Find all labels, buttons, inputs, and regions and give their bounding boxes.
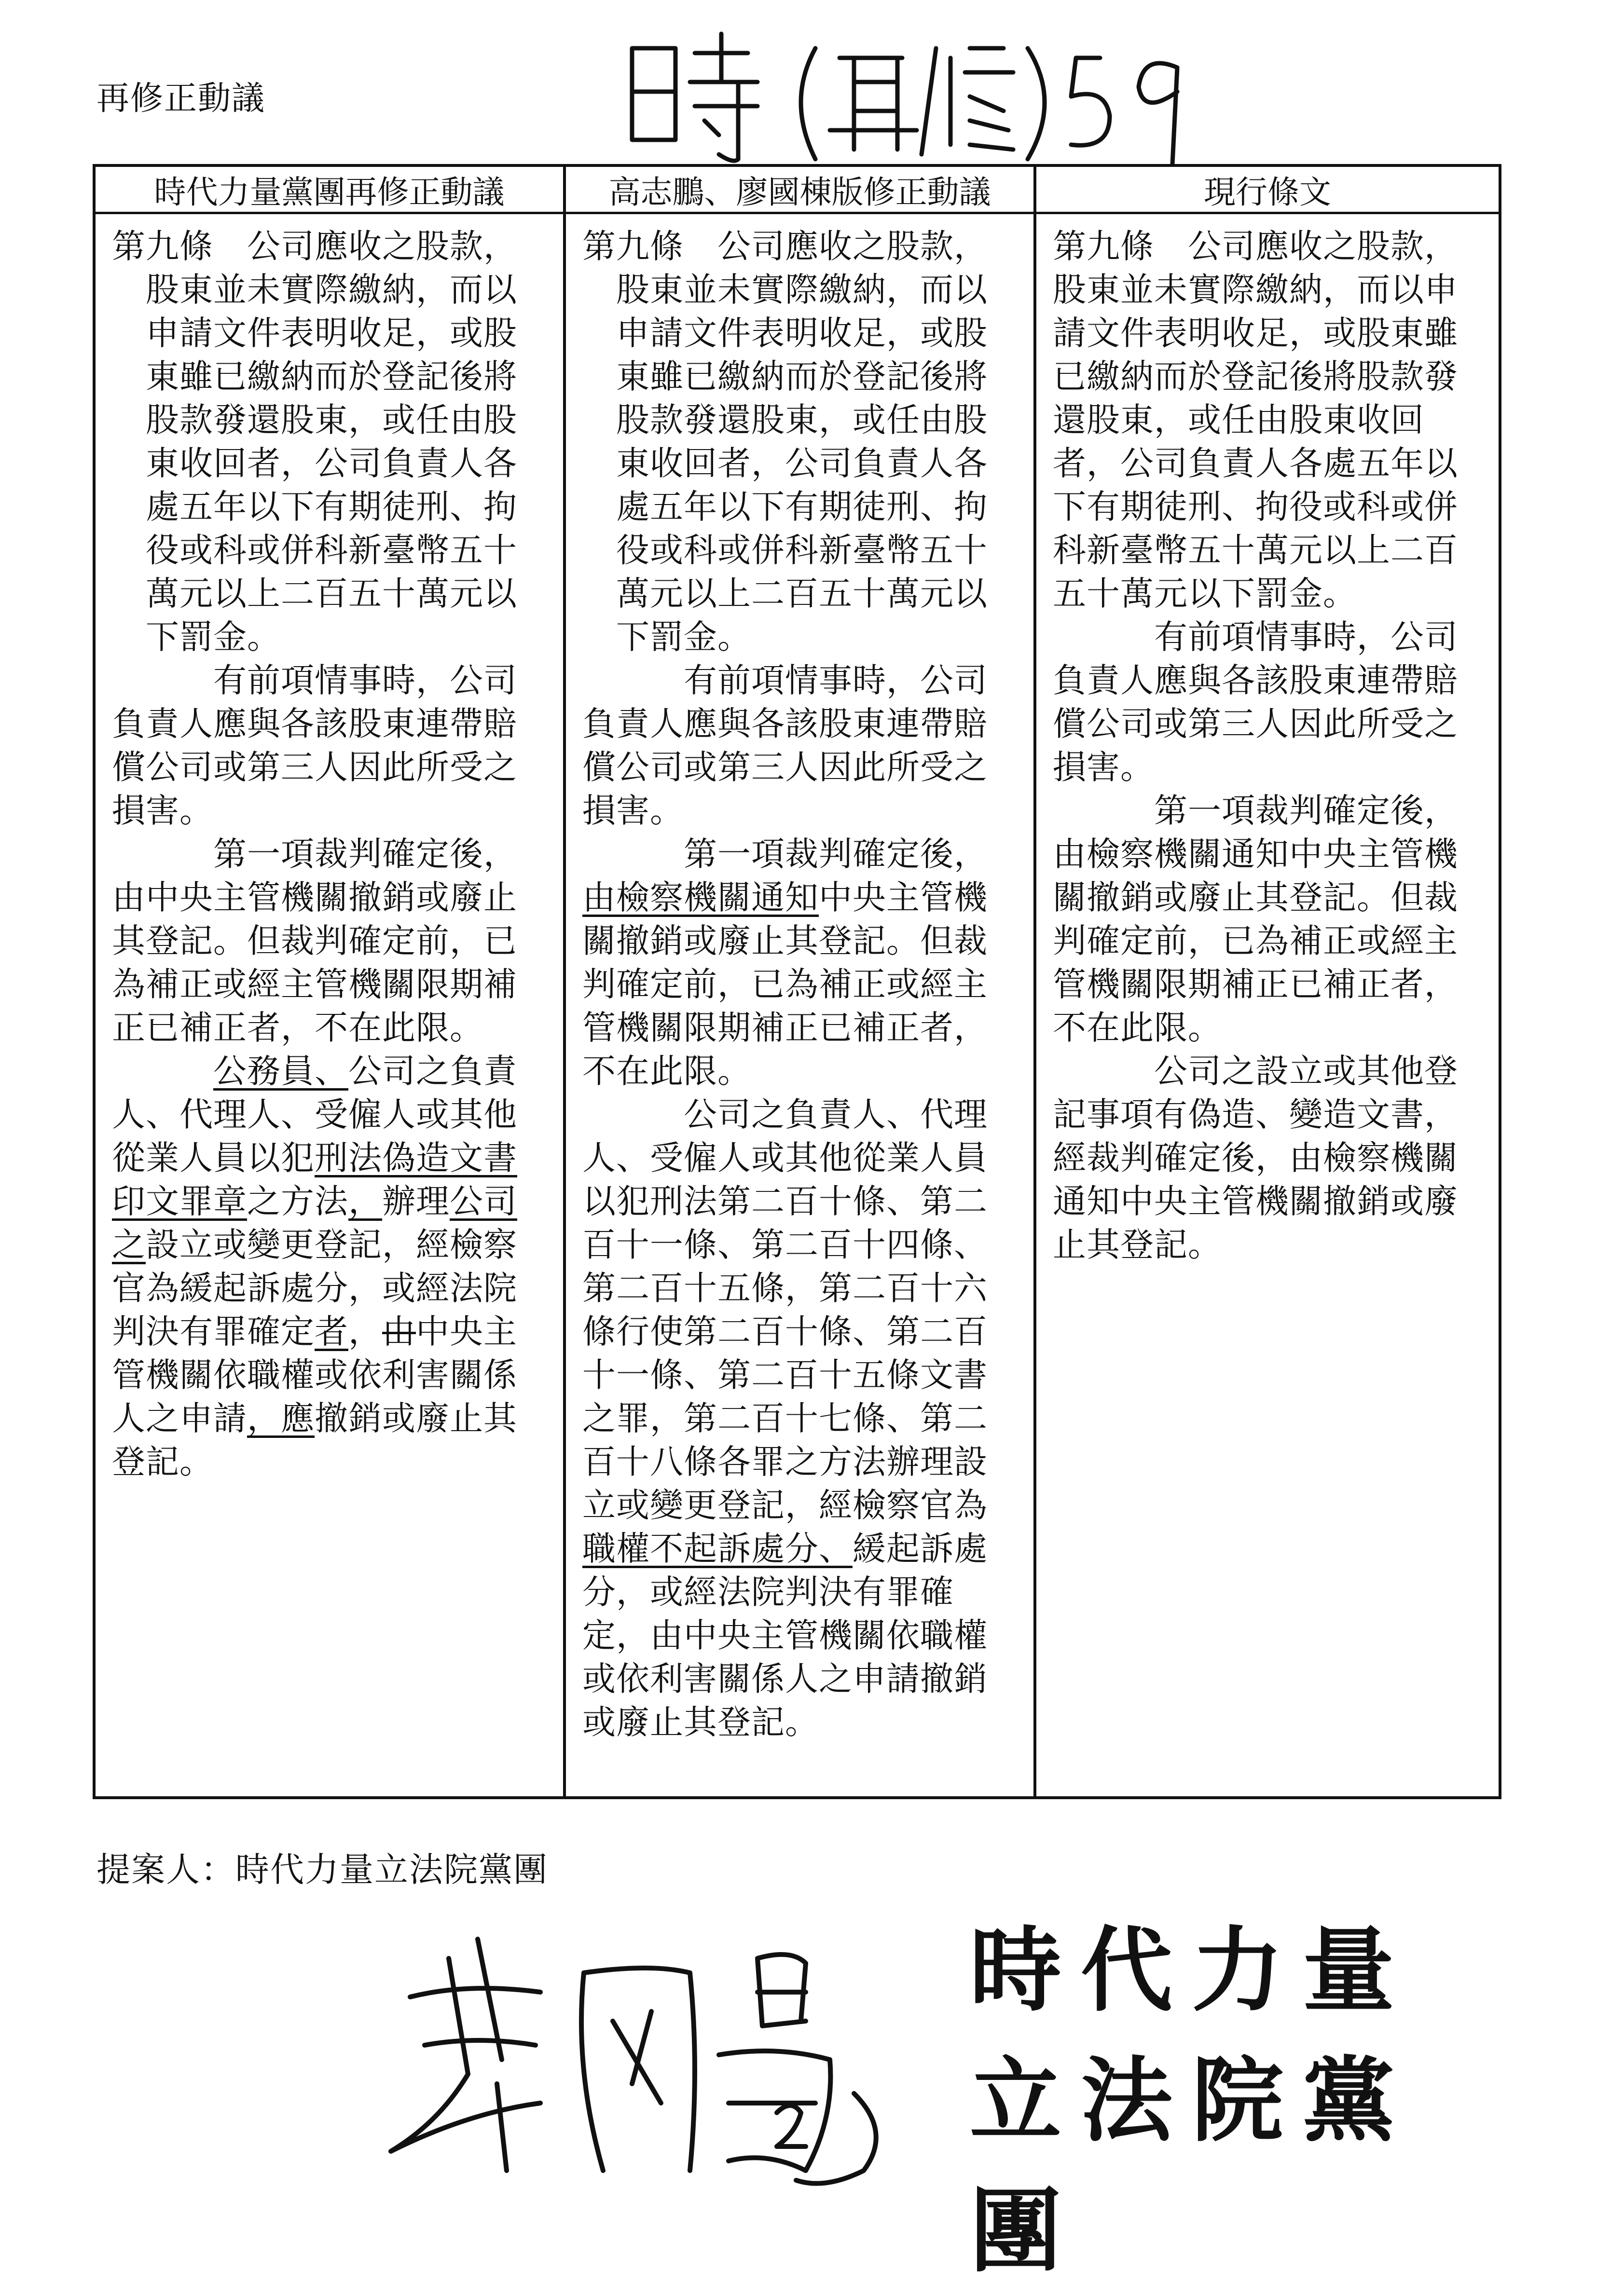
column-header-kao-liao-motion: 高志鵬、廖國棟版修正動議 xyxy=(566,167,1036,214)
handwritten-signature xyxy=(381,1900,941,2200)
amended-text: 刑法偽造文書印文罪章 xyxy=(112,1139,517,1221)
document-label: 再修正動議 xyxy=(96,80,266,118)
article-text: 中央主管機關依職權或依利害關係人之申請 xyxy=(112,1312,517,1438)
column-header-current-text: 現行條文 xyxy=(1036,167,1499,214)
article-text: 中央主管機關撤銷或廢止其登記。但裁判確定前，已為補正或經主管機關限期補正已補正者，不在此限。 xyxy=(582,878,988,1091)
article-text: 緩起訴處分，或經法院判決有罪確定，由中央主管機關依職權或依利害關係人之申請撤銷或廢止其登記。 xyxy=(582,1530,988,1742)
article-text: ， xyxy=(348,1312,382,1351)
current-para-4: 公司之設立或其他登記事項有偽造、變造文書，經裁判確定後，由檢察機關通知中央主管機關撤銷或廢止其登記。 xyxy=(1053,1052,1458,1264)
article-text: 公司之負責人、代理人、受僱人或其他從業人員以犯刑法第二百十條、第二百十一條、第二百十四條、第二百十五條，第二百十六條行使第二百十條、第二百十一條、第二百十五條文書之罪，第二百十七條、第二百十八條各罪之方法辦理設立或變更登記，經檢察官為 xyxy=(582,1095,988,1525)
amended-text: 職權不起訴處分、 xyxy=(582,1530,853,1568)
comparison-table xyxy=(93,164,1501,1799)
article-text: 設立或變更登記，經檢察官為緩起訴處分，或經法院判決有罪確定 xyxy=(112,1226,517,1351)
handwritten-annotation xyxy=(603,19,1230,174)
amended-text: 者 xyxy=(315,1312,348,1351)
npp-para-1: 第九條 公司應收之股款，股東並未實際繳納，而以申請文件表明收足，或股東雖已繳納而於登記後將股款發還股東，或任由股東收回者，公司負責人各處五年以下有期徒刑、拘役或科或併科新臺幣五十萬元以上二百五十萬元以下罰金。 xyxy=(112,227,517,656)
proposer-line: 提案人：時代力量立法院黨團 xyxy=(96,1850,548,1889)
column-header-npp-motion: 時代力量黨團再修正動議 xyxy=(96,167,566,214)
amended-text: ，應 xyxy=(247,1399,315,1438)
amended-text: 公司之 xyxy=(112,1182,517,1264)
article-text: 撤銷或廢止其登記。 xyxy=(112,1399,517,1481)
article-text: 公司之負責人、代理人、受僱人或其他從業人員以犯 xyxy=(112,1052,517,1177)
article-text: 之方法 xyxy=(247,1182,348,1221)
kao-para-1: 第九條 公司應收之股款，股東並未實際繳納，而以申請文件表明收足，或股東雖已繳納而於登記後將股款發還股東，或任由股東收回者，公司負責人各處五年以下有期徒刑、拘役或科或併科新臺幣五十萬元以上二百五十萬元以下罰金。 xyxy=(582,227,988,656)
npp-para-2: 有前項情事時，公司負責人應與各該股東連帶賠償公司或第三人因此所受之損害。 xyxy=(112,661,517,830)
amended-text: 公務員、 xyxy=(213,1052,348,1091)
article-text: 辦理 xyxy=(382,1182,450,1221)
current-para-2: 有前項情事時，公司負責人應與各該股東連帶賠償公司或第三人因此所受之損害。 xyxy=(1053,618,1458,787)
amended-text: 由檢察機關通知 xyxy=(582,878,819,917)
npp-para-4 xyxy=(112,1050,550,1484)
struck-text: 由 xyxy=(382,1312,416,1351)
current-para-3: 第一項裁判確定後，由檢察機關通知中央主管機關撤銷或廢止其登記。但裁判確定前，已為補正或經主管機關限期補正已補正者，不在此限。 xyxy=(1053,792,1458,1047)
kao-para-4 xyxy=(582,1093,1020,1744)
current-para-1: 第九條 公司應收之股款，股東並未實際繳納，而以申請文件表明收足，或股東雖已繳納而於登記後將股款發還股東，或任由股東收回者，公司負責人各處五年以下有期徒刑、拘役或科或併科新臺幣五十萬元以上二百五十萬元以下罰金。 xyxy=(1053,227,1458,613)
stamp-line-1: 時代力量 xyxy=(970,1916,1414,2024)
article-text: 第一項裁判確定後， xyxy=(684,835,988,874)
party-caucus-stamp xyxy=(970,1905,1414,2296)
handwritten-annotation-drawing xyxy=(603,19,1230,174)
amended-text: ， xyxy=(348,1182,382,1221)
current-text-cell xyxy=(1036,214,1499,1796)
stamp-line-2: 立法院黨團 xyxy=(970,2047,1414,2284)
kao-para-3 xyxy=(582,833,1020,1093)
signature-drawing xyxy=(381,1900,941,2200)
npp-motion-cell xyxy=(96,214,566,1796)
npp-para-3: 第一項裁判確定後，由中央主管機關撤銷或廢止其登記。但裁判確定前，已為補正或經主管機關限期補正已補正者，不在此限。 xyxy=(112,835,517,1047)
kao-para-2: 有前項情事時，公司負責人應與各該股東連帶賠償公司或第三人因此所受之損害。 xyxy=(582,661,988,830)
kao-liao-motion-cell xyxy=(566,214,1036,1796)
